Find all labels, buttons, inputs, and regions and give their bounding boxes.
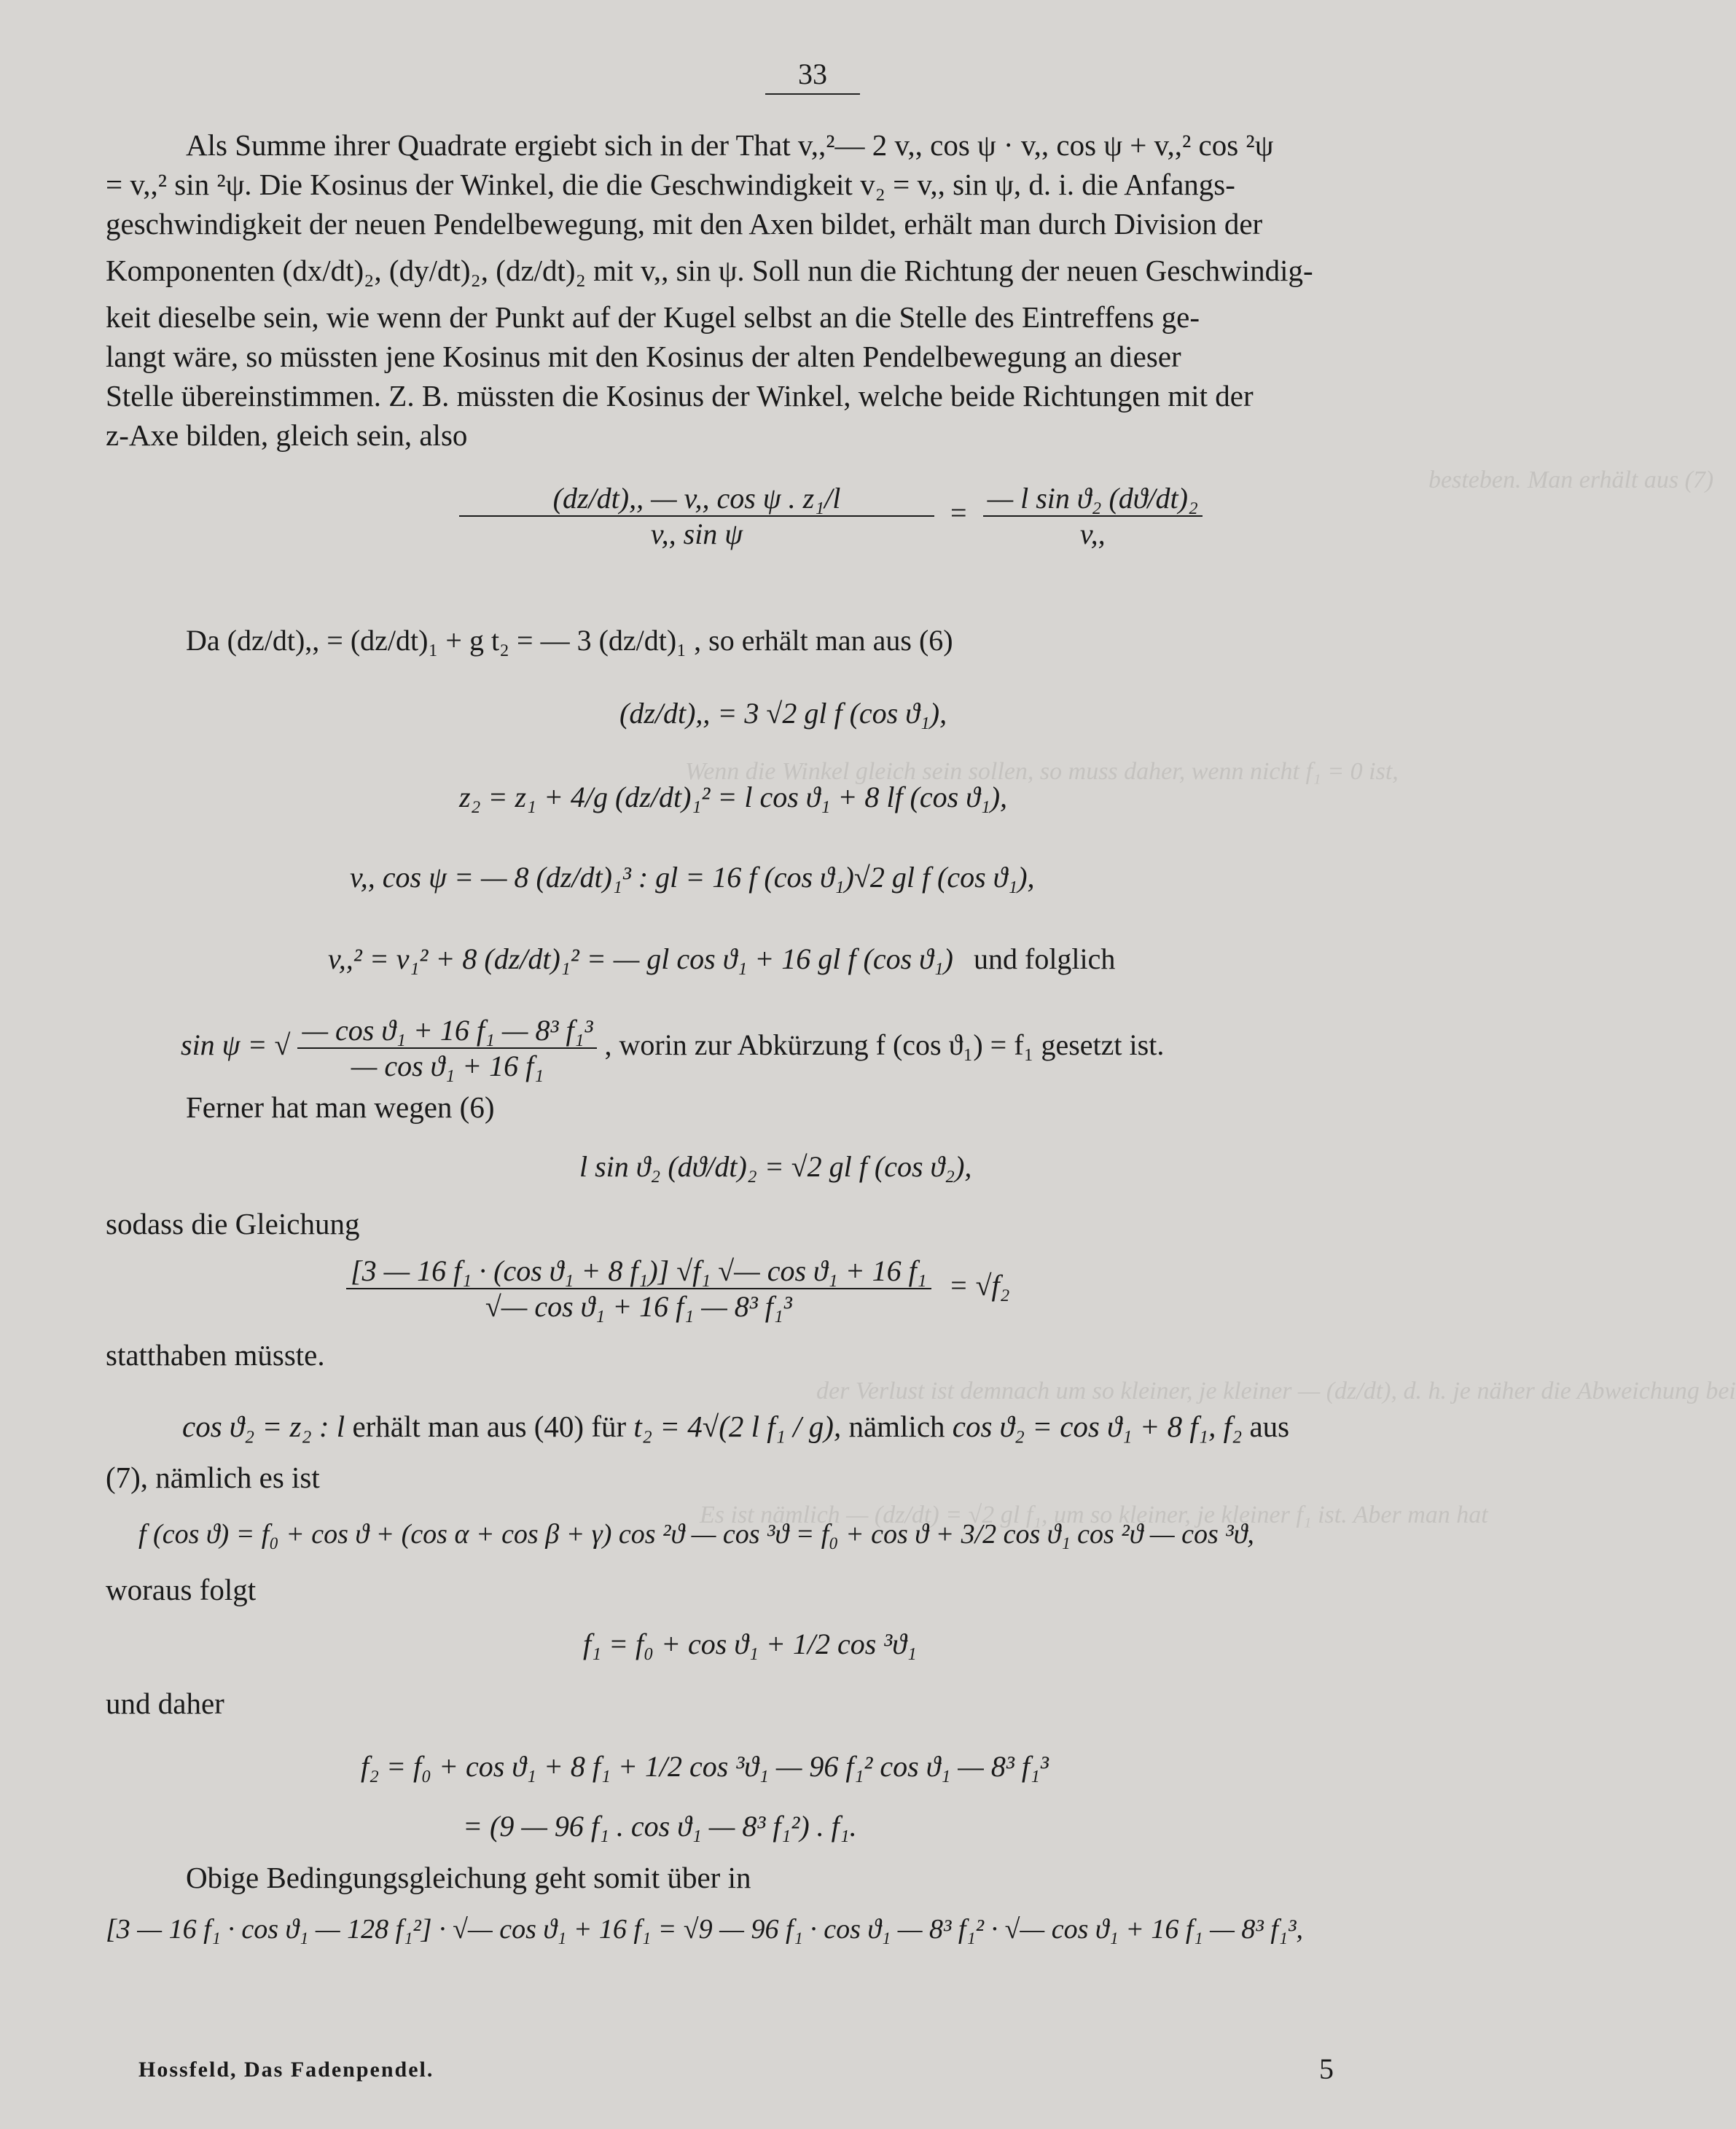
eq1-right-den: v,, [1079, 517, 1106, 550]
eq1-right-num: — l sin ϑ₂ (dϑ/dt)₂ [983, 481, 1203, 517]
text-line: geschwindigkeit der neuen Pendelbewegung, mit den Axen bildet, erhält man durch Division der [106, 207, 1263, 241]
page-number: 33 [798, 58, 827, 90]
eq8-rhs: = √f₂ [948, 1269, 1010, 1302]
obige-line: Obige Bedingungsgleichung geht somit über in [186, 1861, 751, 1894]
text-line: Komponenten (dx/dt)₂, (dy/dt)₂, (dz/dt)₂ mit v,, sin ψ. Soll nun die Richtung der neuen Geschwindig- [106, 254, 1313, 287]
cos-line-math: cos ϑ₂ = cos ϑ₁ + 8 f₁, f₂ [952, 1410, 1243, 1443]
text-line: Als Summe ihrer Quadrate ergiebt sich in der That v,,²— 2 v,, cos ψ · v,, cos ψ + v,,² cos ²ψ [186, 128, 1274, 162]
da-line: Da (dz/dt),, = (dz/dt)₁ + g t₂ = — 3 (dz/dt)₁ , so erhält man aus (6) [186, 624, 953, 657]
eq8-den: √— cos ϑ₁ + 16 f₁ — 8³ f₁³ [485, 1290, 792, 1323]
footer-author-title: Hossfeld, Das Fadenpendel. [138, 2058, 434, 2082]
text-line: Stelle übereinstimmen. Z. B. müssten die Kosinus der Winkel, welche beide Richtungen mit der [106, 379, 1254, 413]
cos-line-text: erhält man aus (40) für [352, 1410, 627, 1443]
woraus-line: woraus folgt [106, 1573, 257, 1606]
eq6-lhs: sin ψ = √ [181, 1028, 291, 1062]
eq1-left-num: (dz/dt),, — v,, cos ψ . z₁/l [459, 481, 934, 517]
sodass-line: sodass die Gleichung [106, 1207, 360, 1241]
equation-6 [181, 1013, 1164, 1083]
eq6-den: — cos ϑ₁ + 16 f₁ [351, 1050, 544, 1082]
equation-3: z₂ = z₁ + 4/g (dz/dt)₁² = l cos ϑ₁ + 8 lf (cos ϑ₁), [459, 781, 1008, 813]
eq8-num: [3 — 16 f₁ · (cos ϑ₁ + 8 f₁)] √f₁ √— cos ϑ₁ + 16 f₁ [346, 1254, 931, 1289]
text-line: langt wäre, so müssten jene Kosinus mit den Kosinus der alten Pendelbewegung an dieser [106, 340, 1181, 373]
text-line: keit dieselbe sein, wie wenn der Punkt auf der Kugel selbst an die Stelle des Eintreffens ge- [106, 300, 1200, 334]
paragraph-1 [106, 125, 1490, 455]
cos-line [182, 1409, 1289, 1444]
equation-1: $\frac{\text{(dz/dt),, — v,, cos ψ . z₁/l}}{\text{v,, sin ψ}}$ = $\frac{\text{— l sin ϑ₂ (dϑ/dt)₂}}{v,,}$ [459, 481, 1203, 551]
cos-line-t2: t₂ = 4√(2 l f₁ / g), [633, 1410, 842, 1443]
statthaben-line: statthaben müsste. [106, 1338, 325, 1372]
equation-13: [3 — 16 f₁ · cos ϑ₁ — 128 f₁²] · √— cos ϑ₁ + 16 f₁ = √9 — 96 f₁ · cos ϑ₁ — 8³ f₁² · √— cos ϑ₁ + 16 f₁ — 8³ f₁³, [106, 1914, 1303, 1945]
equation-11: f₂ = f₀ + cos ϑ₁ + 8 f₁ + 1/2 cos ³ϑ₁ — 96 f₁² cos ϑ₁ — 8³ f₁³ [361, 1750, 1049, 1783]
eq6-num: — cos ϑ₁ + 16 f₁ — 8³ f₁³ [297, 1013, 597, 1049]
eq1-left-fraction [459, 481, 934, 551]
eq6-text: , worin zur Abkürzung f (cos ϑ₁) = f₁ gesetzt ist. [604, 1028, 1165, 1062]
eq1-right-fraction [983, 481, 1203, 551]
bleed-text: Es ist nämlich — (dz/dt) = √2 gl f₁, um so kleiner, je kleiner f₁ ist. Aber man hat [700, 1501, 1488, 1528]
text-line: = v,,² sin ²ψ. Die Kosinus der Winkel, die die Geschwindigkeit v₂ = v,, sin ψ, d. i. die Anfangs- [106, 168, 1235, 201]
equation-10: f₁ = f₀ + cos ϑ₁ + 1/2 cos ³ϑ₁ [583, 1628, 917, 1660]
equation-4: v,, cos ψ = — 8 (dz/dt)₁³ : gl = 16 f (cos ϑ₁)√2 gl f (cos ϑ₁), [350, 861, 1035, 894]
equation-9: f (cos ϑ) = f₀ + cos ϑ + (cos α + cos β + γ) cos ²ϑ — cos ³ϑ = f₀ + cos ϑ + 3/2 cos ϑ₁ cos ²ϑ — cos ³ϑ, [138, 1519, 1254, 1550]
footer-signature: 5 [1319, 2052, 1334, 2085]
equation-7: l sin ϑ₂ (dϑ/dt)₂ = √2 gl f (cos ϑ₂), [579, 1150, 972, 1183]
equation-5 [328, 942, 1115, 976]
seven-line: (7), nämlich es ist [106, 1461, 320, 1494]
cos-line-math: cos ϑ₂ = z₂ : l [182, 1410, 345, 1443]
cos-line-text: nämlich [848, 1410, 945, 1443]
eq8-fraction [346, 1254, 931, 1324]
eq5-text: und folglich [974, 942, 1116, 975]
bleed-text: Wenn die Winkel gleich sein sollen, so muss daher, wenn nicht f₁ = 0 ist, [685, 758, 1399, 785]
bleed-text: der Verlust ist demnach um so kleiner, je kleiner — (dz/dt), d. h. je näher die Abweichung bei [816, 1378, 1736, 1405]
eq5-math: v,,² = v₁² + 8 (dz/dt)₁² = — gl cos ϑ₁ + 16 gl f (cos ϑ₁) [328, 942, 953, 975]
ferner-line: Ferner hat man wegen (6) [186, 1090, 495, 1124]
header-rule [765, 93, 860, 95]
und-daher-line: und daher [106, 1687, 224, 1720]
cos-line-text: aus [1249, 1410, 1290, 1443]
bleed-text: besteben. Man erhält aus (7) [1428, 466, 1714, 493]
equation-12: = (9 — 96 f₁ . cos ϑ₁ — 8³ f₁²) . f₁. [463, 1810, 857, 1843]
equation-8 [346, 1254, 1010, 1324]
text-line: z-Axe bilden, gleich sein, also [106, 418, 468, 452]
eq1-left-den: v,, sin ψ [650, 517, 743, 550]
eq6-fraction [297, 1013, 597, 1083]
equation-2: (dz/dt),, = 3 √2 gl f (cos ϑ₁), [619, 697, 947, 730]
